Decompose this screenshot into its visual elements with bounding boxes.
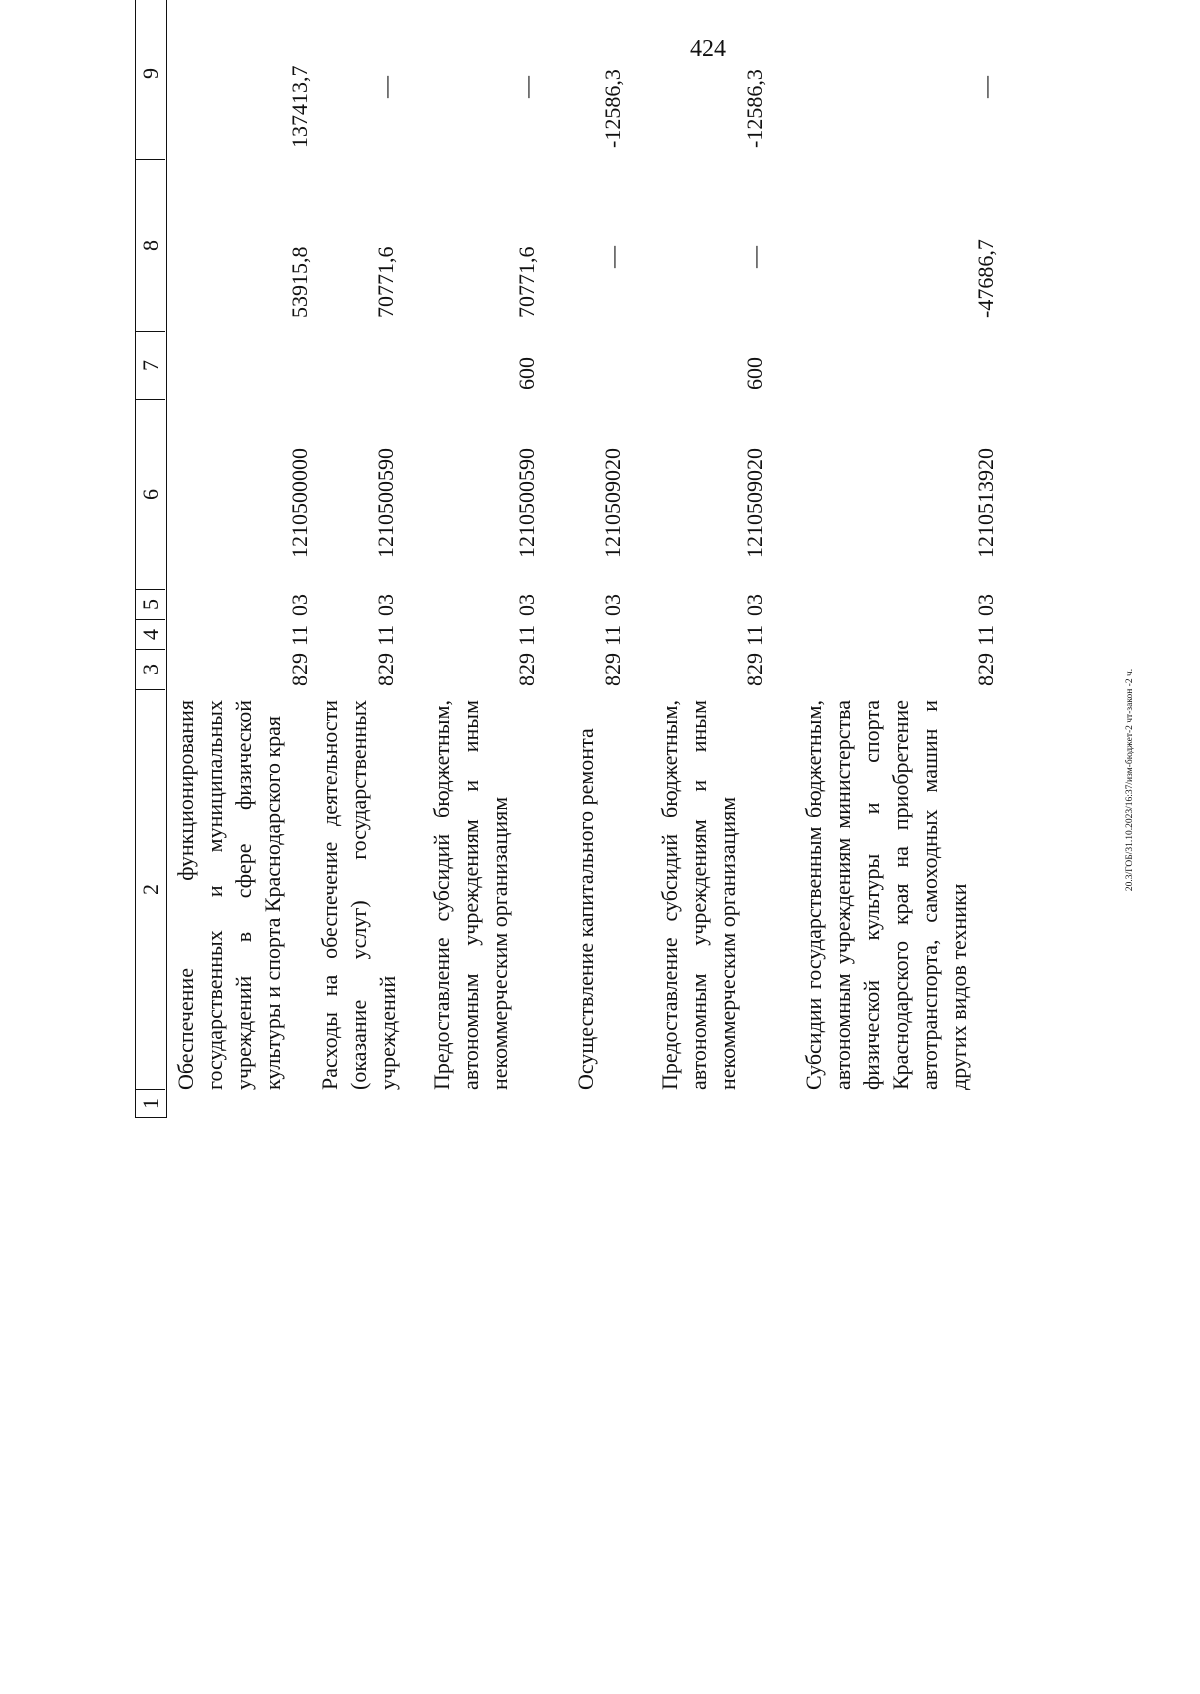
col9-value: — [973, 76, 998, 98]
col4-value: 11 [373, 624, 398, 646]
col4-value: 11 [287, 624, 312, 646]
row-description: Предоставление субсидий бюджетным, автономным учреждениям и иным некоммерческим организациям [429, 700, 512, 1090]
col5-value: 03 [514, 594, 539, 616]
col9-value: 137413,7 [287, 65, 312, 148]
table-header [135, 0, 167, 1118]
col8-value: — [600, 246, 625, 268]
col3-value: 829 [287, 653, 312, 686]
col3-value: 829 [373, 653, 398, 686]
header-cell-4: 4 [136, 619, 165, 649]
footer-code: 20.3/ГОБ/31.10.2023/16:37/изм-бюджет-2 чт-закон -2 ч. [1125, 668, 1135, 892]
col7-value: 600 [742, 357, 767, 390]
col5-value: 03 [742, 594, 767, 616]
col3-value: 829 [973, 653, 998, 686]
col9-value: — [373, 76, 398, 98]
col3-value: 829 [514, 653, 539, 686]
col8-value: 70771,6 [373, 246, 398, 318]
col5-value: 03 [600, 594, 625, 616]
col8-value: 53915,8 [287, 246, 312, 318]
col9-value: -12586,3 [600, 69, 625, 148]
col9-value: — [514, 76, 539, 98]
col8-value: 70771,6 [514, 246, 539, 318]
rotated-budget-table [135, 0, 1095, 1118]
col6-value: 1210509020 [742, 448, 767, 558]
col3-value: 829 [600, 653, 625, 686]
col6-value: 1210500590 [373, 448, 398, 558]
row-description: Предоставление субсидий бюджетным, автономным учреждениям и иным некоммерческим организациям [657, 700, 740, 1090]
header-cell-3: 3 [136, 649, 165, 689]
col6-value: 1210500590 [514, 448, 539, 558]
row-description: Осуществление капитального ремонта [573, 728, 598, 1090]
col6-value: 1210509020 [600, 448, 625, 558]
col4-value: 11 [742, 624, 767, 646]
col4-value: 11 [514, 624, 539, 646]
col7-value: 600 [514, 357, 539, 390]
row-description: Расходы на обеспечение деятельности (оказание услуг) государственных учреждений [317, 700, 400, 1090]
col5-value: 03 [973, 594, 998, 616]
col6-value: 1210513920 [973, 448, 998, 558]
row-description: Обеспечение функционирования государственных и муниципальных учреждений в сфере физической культуры и спорта Краснодарского края [173, 700, 285, 1090]
header-cell-7: 7 [136, 331, 165, 399]
page-number: 424 [690, 36, 726, 62]
header-cell-8: 8 [136, 159, 165, 331]
col4-value: 11 [600, 624, 625, 646]
col5-value: 03 [287, 594, 312, 616]
col8-value: -47686,7 [973, 239, 998, 318]
header-cell-2: 2 [136, 689, 165, 1089]
header-cell-9: 9 [136, 0, 165, 159]
header-cell-5: 5 [136, 589, 165, 619]
col6-value: 1210500000 [287, 448, 312, 558]
col4-value: 11 [973, 624, 998, 646]
col8-value: — [742, 246, 767, 268]
col5-value: 03 [373, 594, 398, 616]
col9-value: -12586,3 [742, 69, 767, 148]
row-description: Субсидии государственным бюджетным, автономным учреждениям министерства физической культуры и спорта Краснодарского края на приобретение автотранспорта, самоходных машин и других видов техники [801, 700, 971, 1090]
col3-value: 829 [742, 653, 767, 686]
header-cell-1: 1 [136, 1089, 165, 1117]
header-cell-6: 6 [136, 399, 165, 589]
